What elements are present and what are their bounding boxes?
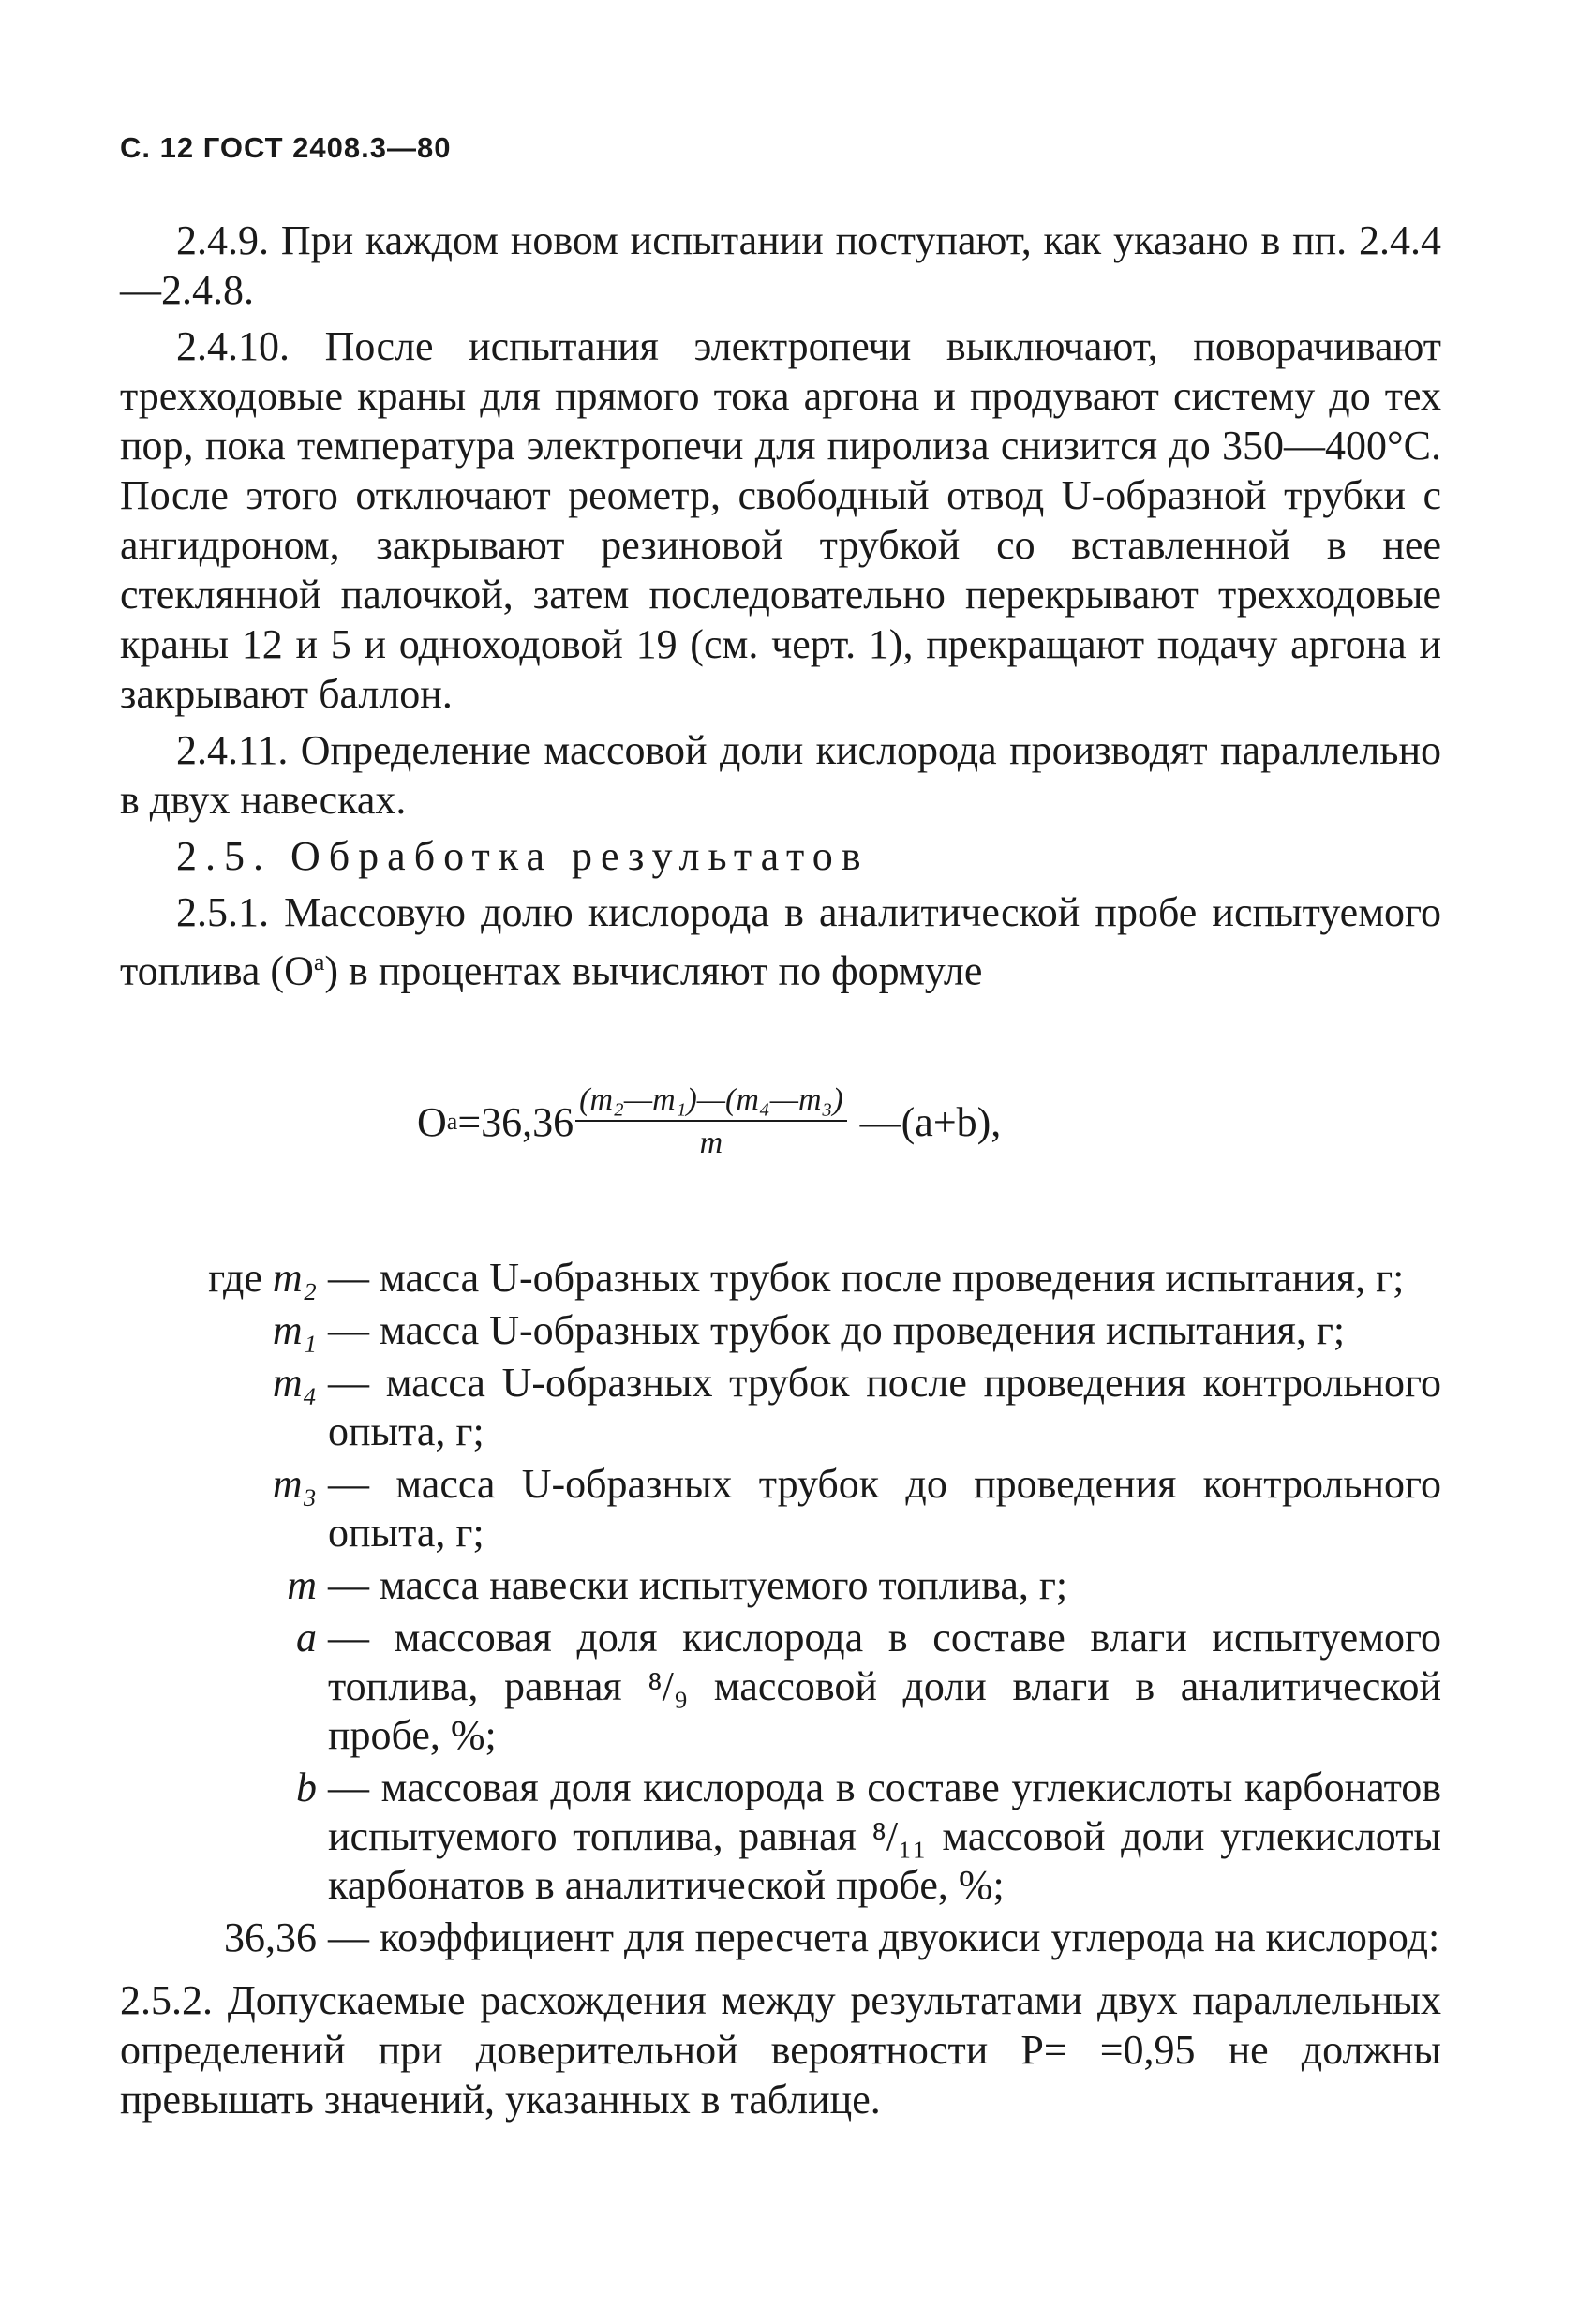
definition-text: — масса U-образных трубок после проведения контрольного опыта, г; xyxy=(328,1360,1441,1454)
definition-symbol xyxy=(120,1306,328,1355)
definition-row xyxy=(120,1764,1441,1910)
definition-row xyxy=(120,1254,1441,1303)
definition-row xyxy=(120,1614,1441,1760)
definition-symbol-text: b xyxy=(296,1765,317,1810)
definition-text: — масса U-образных трубок до проведения контрольного опыта, г; xyxy=(328,1461,1441,1556)
definition-symbol xyxy=(120,1359,328,1456)
main-text xyxy=(120,216,1441,1003)
formula-lhs: O xyxy=(417,1098,447,1145)
paragraph-2-5-1-text-a: 2.5.1. Массовую долю кислорода в аналитической пробе испытуемого топлива (O xyxy=(120,889,1441,994)
definition-text: — масса U-образных трубок после проведения испытания, г; xyxy=(328,1255,1405,1301)
paragraph-2-5-2: 2.5.2. Допускаемые расхождения между результатами двух параллельных определений при доверительной вероятности P= =0,95 не должны превышать значений, указанных в таблице. xyxy=(120,1977,1441,2123)
symbol-definitions xyxy=(120,1254,1441,1966)
formula-lhs-sup: a xyxy=(446,1108,458,1135)
formula-tail: —(a+b), xyxy=(859,1098,1002,1145)
paragraph-2-4-10: 2.4.10. После испытания электропечи выключают, поворачивают трехходовые краны для прямого тока аргона и продувают систему до тех пор, пока температура электропечи для пиролиза снизится до 350—400°С. После этого отключают реометр, свободный отвод U-образной трубки с ангидроном, закрывают резиновой трубкой со вставленной в нее стеклянной палочкой, затем последовательно перекрывают трехходовые краны 12 и 5 и одноходовой 19 (см. черт. 1), прекращают подачу аргона и закрывают баллон. xyxy=(120,323,1441,717)
formula-numerator: (m₂—m₁)—(m₄—m₃) xyxy=(575,1082,846,1122)
definition-symbol-text: m₃ xyxy=(272,1461,317,1507)
definition-text: — массовая доля кислорода в составе влаги испытуемого топлива, равная ⁸/₉ массовой доли влаги в аналитической пробе, %; xyxy=(328,1615,1441,1758)
definition-symbol xyxy=(120,1254,328,1303)
definition-symbol xyxy=(120,1460,328,1557)
definition-row xyxy=(120,1306,1441,1355)
definition-symbol xyxy=(120,1614,328,1760)
paragraph-2-5-1-text-b: ) в процентах вычисляют по формуле xyxy=(324,947,983,994)
paragraph-2-4-11: 2.4.11. Определение массовой доли кислорода производят параллельно в двух навесках. xyxy=(120,727,1441,823)
formula-denominator: m xyxy=(699,1125,723,1160)
paragraph-2-5-1 xyxy=(120,887,1441,996)
paragraph-2-4-9: 2.4.9. При каждом новом испытании поступают, как указано в пп. 2.4.4—2.4.8. xyxy=(120,217,1441,313)
definition-row xyxy=(120,1914,1441,1962)
definition-text: — масса навески испытуемого топлива, г; xyxy=(328,1562,1068,1608)
definition-lead: где xyxy=(208,1255,262,1301)
oxygen-formula xyxy=(417,1082,1001,1161)
formula-fraction xyxy=(575,1082,846,1161)
definition-text: — масса U-образных трубок до проведения испытания, г; xyxy=(328,1307,1346,1353)
definition-row xyxy=(120,1359,1441,1456)
definition-symbol-text: a xyxy=(296,1615,317,1661)
definition-row xyxy=(120,1561,1441,1610)
definition-symbol xyxy=(120,1561,328,1610)
definition-symbol-text: m xyxy=(287,1562,317,1608)
definition-symbol-text: m₂ xyxy=(272,1255,317,1301)
definition-symbol xyxy=(120,1914,328,1962)
section-heading-2-5: 2.5. Обработка результатов xyxy=(176,833,870,879)
definition-row xyxy=(120,1460,1441,1557)
formula-eq: =36,36 xyxy=(457,1098,574,1145)
definition-symbol xyxy=(120,1764,328,1910)
definition-text: — коэффициент для пересчета двуокиси углерода на кислород: xyxy=(328,1914,1440,1960)
definition-text: — массовая доля кислорода в составе углекислоты карбонатов испытуемого топлива, равная ⁸/₁₁ массовой доли углекислоты карбонатов в аналитической пробе, %; xyxy=(328,1765,1441,1908)
definition-symbol-text: m₁ xyxy=(272,1307,317,1353)
page-header: С. 12 ГОСТ 2408.3—80 xyxy=(120,131,452,164)
definition-symbol-text: 36,36 xyxy=(224,1914,317,1960)
definition-symbol-text: m₄ xyxy=(272,1360,317,1406)
paragraph-2-5-1-sup: a xyxy=(313,948,325,976)
